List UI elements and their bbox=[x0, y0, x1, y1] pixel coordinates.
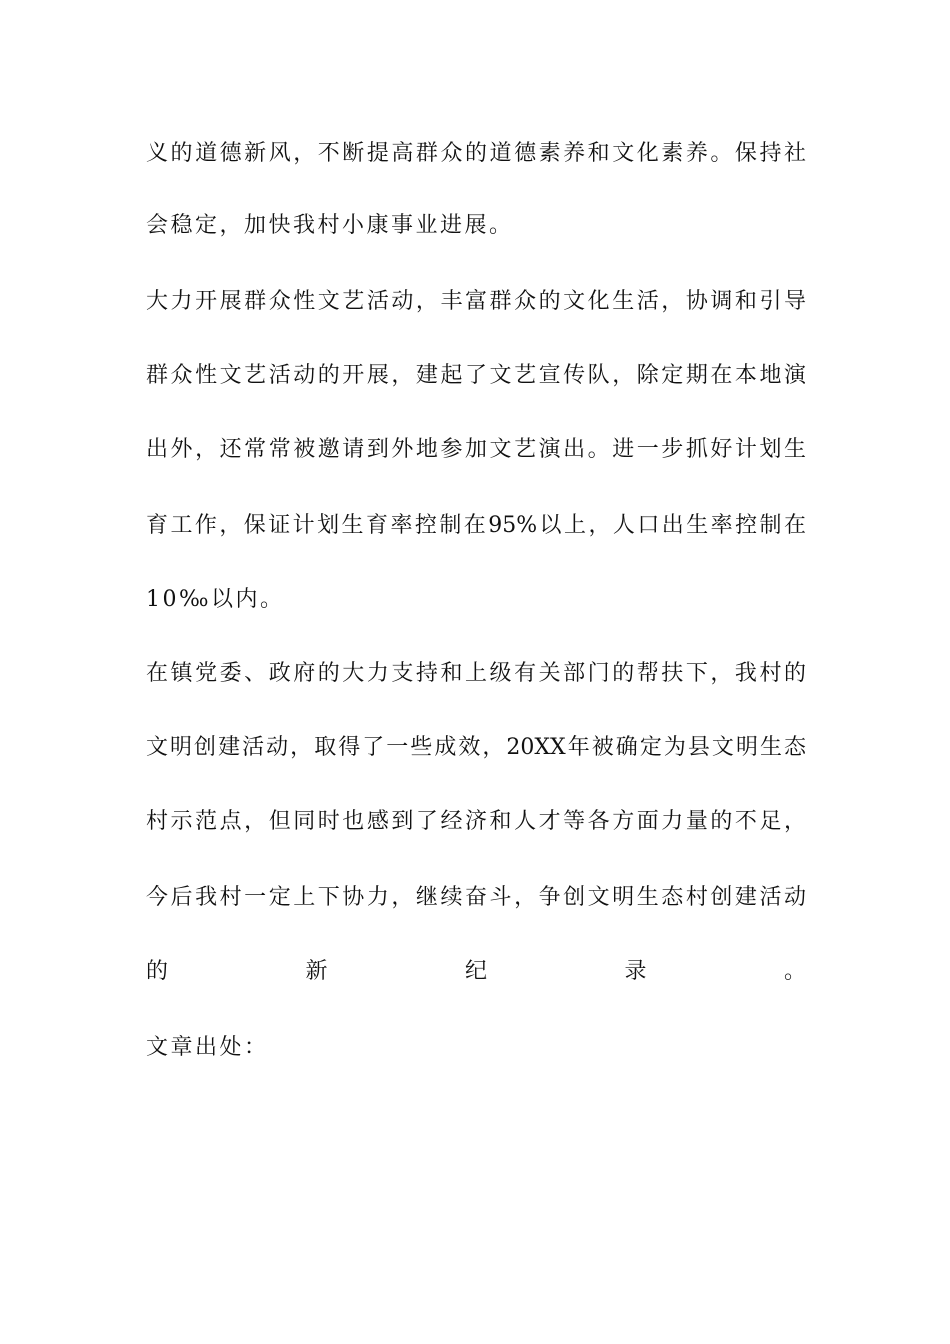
text-line: 大力开展群众性文艺活动，丰富群众的文化生活，协调和引导 bbox=[146, 289, 806, 314]
text-line: 文明创建活动，取得了一些成效，20XX年被确定为县文明生态 bbox=[146, 735, 806, 760]
text-line: 义的道德新风，不断提高群众的道德素养和文化素养。保持社 bbox=[146, 141, 806, 166]
text-line: 育工作，保证计划生育率控制在95%以上，人口出生率控制在 bbox=[146, 513, 806, 538]
text-line: 10‰以内。 bbox=[146, 587, 285, 612]
text-line: 出外，还常常被邀请到外地参加文艺演出。进一步抓好计划生 bbox=[146, 437, 806, 462]
text-line: 村示范点，但同时也感到了经济和人才等各方面力量的不足， bbox=[146, 809, 806, 834]
text-line: 在镇党委、政府的大力支持和上级有关部门的帮扶下，我村的 bbox=[146, 661, 806, 686]
text-line: 群众性文艺活动的开展，建起了文艺宣传队，除定期在本地演 bbox=[146, 363, 806, 388]
source-label: 文章出处： bbox=[146, 1035, 269, 1060]
text-line: 会稳定，加快我村小康事业进展。 bbox=[146, 213, 514, 238]
text-line: 的新纪录。 bbox=[146, 959, 806, 984]
text-line: 今后我村一定上下协力，继续奋斗，争创文明生态村创建活动 bbox=[146, 885, 806, 910]
